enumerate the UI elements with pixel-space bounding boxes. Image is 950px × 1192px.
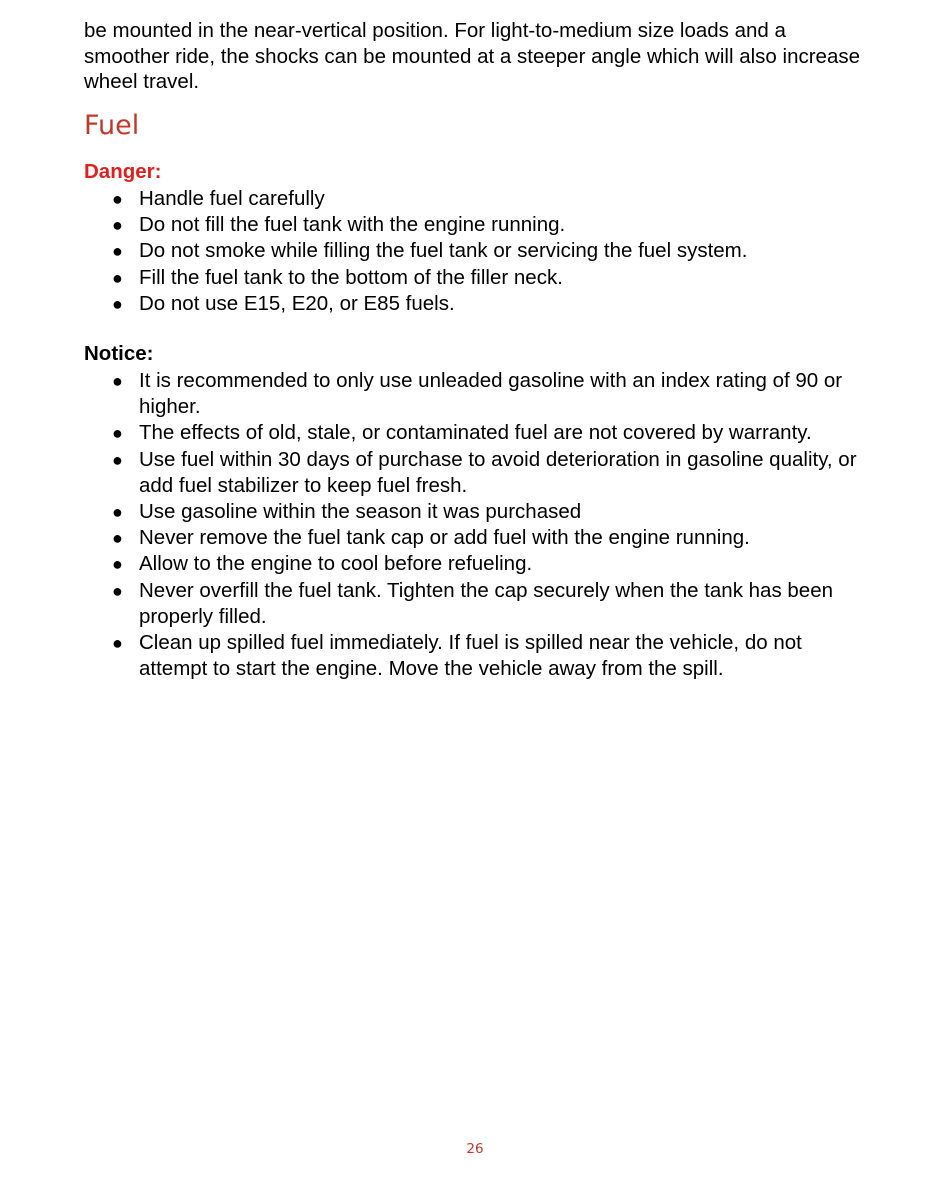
notice-item-text: Use gasoline within the season it was purchased xyxy=(139,500,582,524)
danger-item-text: Do not use E15, E20, or E85 fuels. xyxy=(139,291,455,315)
notice-item-text: Never overfill the fuel tank. Tighten the cap securely when the tank has been properly filled. xyxy=(139,578,833,628)
bullet-icon: ● xyxy=(112,293,123,314)
section-heading-fuel: Fuel xyxy=(84,110,140,141)
bullet-icon: ● xyxy=(112,189,123,209)
bullet-icon: ● xyxy=(112,371,123,391)
danger-item-text: Handle fuel carefully xyxy=(139,187,325,210)
danger-item xyxy=(84,291,874,317)
notice-label: Notice: xyxy=(84,342,154,365)
notice-item xyxy=(84,551,874,577)
danger-item xyxy=(84,186,874,212)
bullet-icon: ● xyxy=(112,502,123,523)
danger-label: Danger: xyxy=(84,160,162,183)
notice-item-text: It is recommended to only use unleaded gasoline with an index rating of 90 or higher. xyxy=(139,369,843,419)
danger-item-text: Do not fill the fuel tank with the engine running. xyxy=(139,213,566,237)
notice-item xyxy=(84,368,874,420)
danger-item-text: Fill the fuel tank to the bottom of the filler neck. xyxy=(139,265,563,289)
notice-list xyxy=(84,368,874,682)
bullet-icon: ● xyxy=(112,449,123,470)
bullet-icon: ● xyxy=(112,241,123,262)
danger-list xyxy=(84,186,874,317)
bullet-icon: ● xyxy=(112,633,123,654)
notice-item-text: Never remove the fuel tank cap or add fuel with the engine running. xyxy=(139,526,750,550)
notice-item xyxy=(84,525,874,551)
page-number: 26 xyxy=(466,1141,484,1157)
notice-item xyxy=(84,630,874,682)
notice-item-text: Clean up spilled fuel immediately. If fuel is spilled near the vehicle, do not attempt to start the engine. Move the vehicle away from the spill. xyxy=(139,631,802,681)
bullet-icon: ● xyxy=(112,215,123,236)
danger-item xyxy=(84,212,874,238)
bullet-icon: ● xyxy=(112,423,123,444)
notice-item xyxy=(84,499,874,525)
notice-item xyxy=(84,447,874,499)
danger-item xyxy=(84,238,874,264)
notice-item-text: Allow to the engine to cool before refueling. xyxy=(139,552,533,576)
notice-item xyxy=(84,578,874,630)
danger-item xyxy=(84,265,874,291)
notice-item xyxy=(84,420,874,446)
danger-item-text: Do not smoke while filling the fuel tank or servicing the fuel system. xyxy=(139,239,748,263)
bullet-icon: ● xyxy=(112,554,123,575)
bullet-icon: ● xyxy=(112,528,123,549)
intro-paragraph: be mounted in the near-vertical position. For light-to-medium size loads and a smoother ride, the shocks can be mounted at a steeper angle which will also increase wheel travel. xyxy=(84,19,861,93)
notice-item-text: The effects of old, stale, or contaminated fuel are not covered by warranty. xyxy=(139,421,812,445)
notice-item-text: Use fuel within 30 days of purchase to avoid deterioration in gasoline quality, or add fuel stabilizer to keep fuel fresh. xyxy=(139,447,857,497)
bullet-icon: ● xyxy=(112,267,123,288)
bullet-icon: ● xyxy=(112,580,123,601)
